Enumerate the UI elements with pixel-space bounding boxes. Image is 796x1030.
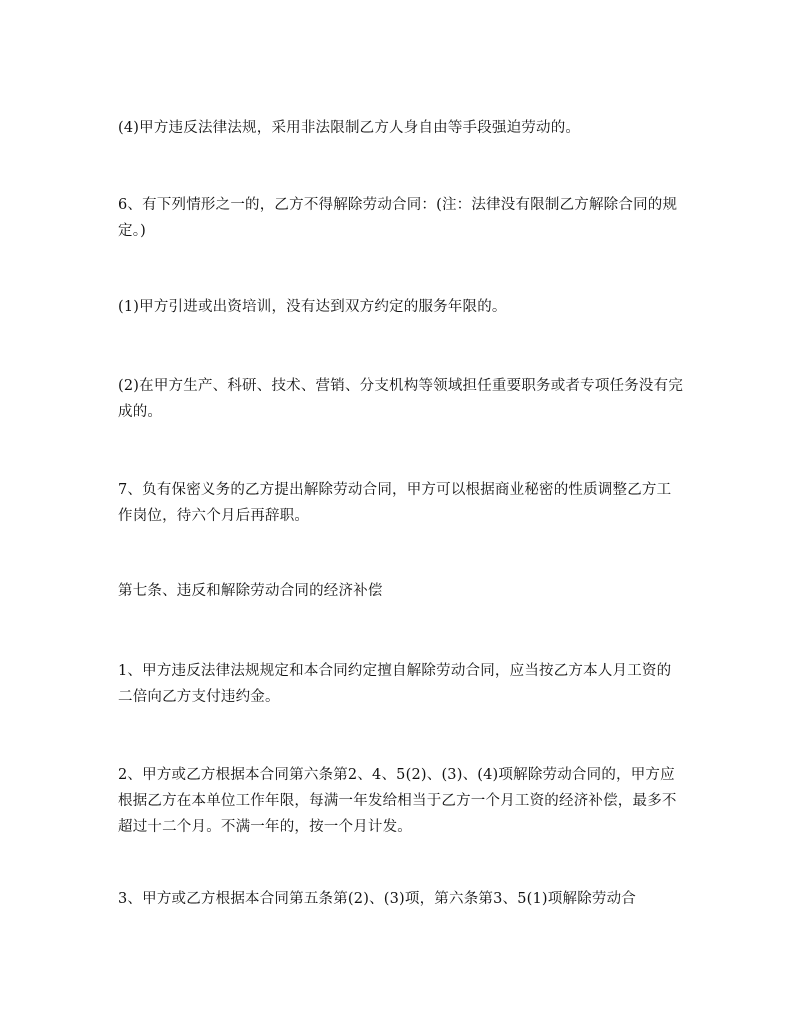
section-heading-article-7: 第七条、违反和解除劳动合同的经济补偿 [118, 583, 383, 599]
paragraph-clause-4: (4)甲方违反法律法规，采用非法限制乙方人身自由等手段强迫劳动的。 [118, 120, 581, 136]
paragraph-article-7-item-3: 3、甲方或乙方根据本合同第五条第(2)、(3)项，第六条第3、5(1)项解除劳动合 [118, 891, 636, 907]
paragraph-article-7-item-1: 1、甲方违反法律法规规定和本合同约定擅自解除劳动合同，应当按乙方本人月工资的二倍向乙方支付违约金。 [118, 663, 672, 705]
paragraph-item-6: 6、有下列情形之一的，乙方不得解除劳动合同：(注：法律没有限制乙方解除合同的规定。) [118, 197, 678, 239]
paragraph-article-7-item-2: 2、甲方或乙方根据本合同第六条第2、4、5(2)、(3)、(4)项解除劳动合同的，甲方应根据乙方在本单位工作年限，每满一年发给相当于乙方一个月工资的经济补偿，最多不超过十二个月。不满一年的，按一个月计发。 [118, 767, 677, 835]
paragraph-clause-2: (2)在甲方生产、科研、技术、营销、分支机构等领域担任重要职务或者专项任务没有完成的。 [118, 378, 684, 420]
paragraph-item-7: 7、负有保密义务的乙方提出解除劳动合同，甲方可以根据商业秘密的性质调整乙方工作岗位，待六个月后再辞职。 [118, 482, 672, 524]
paragraph-clause-1: (1)甲方引进或出资培训，没有达到双方约定的服务年限的。 [118, 299, 507, 315]
